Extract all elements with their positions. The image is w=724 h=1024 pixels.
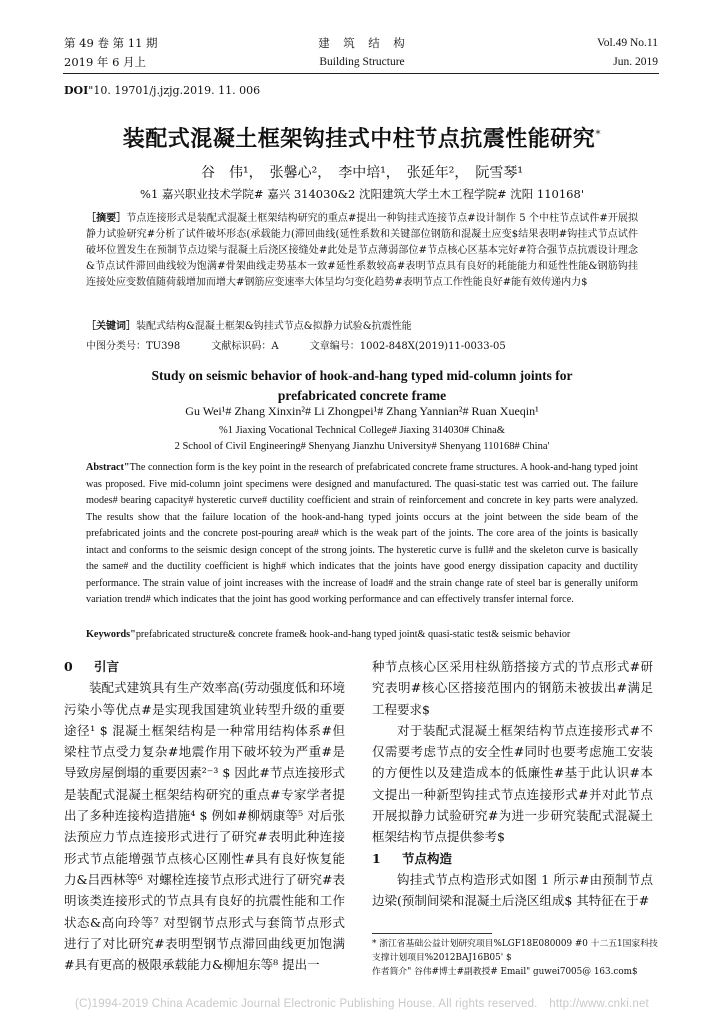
classification-line xyxy=(86,337,646,352)
article-number: 文章编号：1002-848X(2019)11-0033-05 xyxy=(309,341,506,352)
footnote-fund: * 浙江省基础公益计划研究项目%LGF18E080009 #0 十二五1国家科技支撑计划项目%2012BAJ16B05' $ xyxy=(372,939,658,963)
abstract-cn-text: 节点连接形式是装配式混凝土框架结构研究的重点#提出一种钩挂式连接节点#设计制作 5 个中柱节点试件#开展拟静力试验研究#分析了试件破坏形态(承载能力(滞回曲线(延性系数和关键部位钢筋和混凝土应变$结果表明#钩挂式节点试件破坏位置发生在预制节点边梁与混凝土后浇区接缝处#此处是节点薄弱部位#节点核心区基本完好#符合强节点抗震设计理念&节点试件滞回曲线较为饱满#骨架曲线走势基本一致#延性系数较高#表明节点具有良好的耗能能力和延性性能&钢筋钩挂连接处应变数值随荷载增加而增大#钢筋应变速率大体呈均匀变化趋势#表明节点工作性能良好#能有效传递内力$ xyxy=(86,213,639,288)
abstract-en xyxy=(86,460,638,609)
footnote xyxy=(372,937,662,979)
header-date-en: Jun. 2019 xyxy=(613,56,658,68)
header-volume-en: Vol.49 No.11 xyxy=(596,37,658,49)
footnote-author: 作者简介" 谷伟#博士#副教授# Email" guwei7005@ 163.com$ xyxy=(372,967,638,977)
section-1-title: 节点构造 xyxy=(402,850,453,866)
document-code: 文献标识码：A xyxy=(211,341,279,352)
affiliation-en-2: 2 School of Civil Engineering# Shenyang Jianzhu University# Shenyang 110168# China' xyxy=(174,441,550,452)
body-left-column xyxy=(64,656,345,975)
abstract-cn-label: ［摘要］ xyxy=(86,213,127,224)
doi-label: DOI xyxy=(64,84,89,97)
footnote-rule xyxy=(372,933,492,934)
keywords-en-label: Keywords" xyxy=(86,629,136,640)
abstract-en-text: The connection form is the key point in the research of prefabricated concrete frame structures. A hook-and-hang typed joint was proposed. Five mid-column joint specimens were designed and manufactured. The quasi-static test was carried out. The failure modes# bearing capacity# hysteretic curve# ductility coefficient and strain of reinforcement and concrete in key parts were analyzed. The results show that the failure location of the hook-and-hang typed joints occurs at the joint between the side beam of the prefabricated joints and the concrete post-pouring area# which is the weak part of the joints. The core area of the joints is basically intact and conforms to the seismic design concept of the strong joints. The hysteretic curve is full# and the skeleton curve is basically the same# and the ductility coefficient is high# which indicates that the joints have good energy dissipation capacity and ductility performance. The strain value of joint increases with the increase of load# and the strain change rate of steel bar is generally uniform variation trend# which indicates that the joint has good working performance and can effectively transfer internal force. xyxy=(86,462,638,605)
keywords-en-text: prefabricated structure& concrete frame& hook-and-hang typed joint& quasi-static test& seismic behavior xyxy=(135,629,571,640)
keywords-cn-text: 装配式结构&混凝土框架&钩挂式节点&拟静力试验&抗震性能 xyxy=(136,321,412,332)
doi-line xyxy=(64,84,260,97)
clc-number: 中图分类号：TU398 xyxy=(86,341,181,352)
keywords-cn xyxy=(86,319,638,335)
english-title xyxy=(80,366,644,406)
paper-title xyxy=(40,122,684,153)
header-journal-en: Building Structure xyxy=(319,56,405,68)
header-volume-issue: 第 49 卷 第 11 期 xyxy=(64,36,158,50)
header-journal-cn: 建 筑 结 构 xyxy=(318,36,406,50)
header-rule xyxy=(63,73,659,74)
intro-paragraph-1: 装配式建筑具有生产效率高(劳动强度低和环境污染小等优点#是实现我国建筑业转型升级的重要途径¹ $ 混凝土框架结构是一种常用结构体系#但梁柱节点受力复杂#地震作用下破坏较为严重#是导致房屋倒塌的重要因素²⁻³ $ 因此#节点连接形式是装配式混凝土框架结构研究的重点#专家学者提出了多种连接构造措施⁴ $ 例如#柳炳康等⁵ 对后张法预应力节点连接形式进行了研究#表明此种连接形式节点能增强节点核心区刚性#具有良好恢复能力&吕西林等⁶ 对螺栓连接节点形式进行了研究#表明该类连接形式的节点具有良好的抗震性能和工作状态&高向玲等⁷ 对型钢节点形式与套筒节点形式进行了对比研究#表明型钢节点滞回曲线更加饱满#具有更高的极限承载能力&柳旭东等⁸ 提出一 xyxy=(64,680,345,973)
affiliation-cn: %1 嘉兴职业技术学院# 嘉兴 314030&2 沈阳建筑大学土木工程学院# 沈阳 110168' xyxy=(140,187,584,201)
intro-paragraph-2: 对于装配式混凝土框架结构节点连接形式#不仅需要考虑节点的安全性#同时也要考虑施工安装的方便性以及建造成本的低廉性#基于此认识#本文提出一种新型钩挂式节点连接形式#并对此节点开展拟静力试验研究#为进一步研究装配式混凝土框架结构节点提供参考$ xyxy=(372,722,653,845)
keywords-en xyxy=(86,627,638,644)
abstract-cn xyxy=(86,211,638,291)
abstract-en-label: Abstract" xyxy=(86,462,130,473)
body-right-column xyxy=(372,656,653,912)
keywords-cn-label: ［关键词］ xyxy=(86,321,136,332)
copyright-watermark: (C)1994-2019 China Academic Journal Electronic Publishing House. All rights reserved. http://www.cnki.net xyxy=(75,998,649,1010)
section-0-title: 引言 xyxy=(94,659,120,674)
header-date: 2019 年 6 月上 xyxy=(64,55,147,69)
intro-paragraph-1-continued: 种节点核心区采用柱纵筋搭接方式的节点形式#研究表明#核心区搭接范围内的钢筋未被拔出#满足工程要求$ xyxy=(372,659,653,717)
authors-en: Gu Wei¹# Zhang Xinxin²# Li Zhongpei¹# Zhang Yannian²# Ruan Xueqin¹ xyxy=(185,404,539,418)
authors-cn: 谷 伟¹， 张馨心²， 李中培¹， 张延年²， 阮雪琴¹ xyxy=(200,165,524,181)
doi-value: "10. 19701/j.jzjg.2019. 11. 006 xyxy=(88,84,261,97)
section-1-paragraph-1: 钩挂式节点构造形式如图 1 所示#由预制节点边梁(预制间梁和混凝土后浇区组成$ 其特征在于# xyxy=(372,871,653,909)
section-0-heading xyxy=(64,656,345,677)
section-1-number: 1 xyxy=(372,850,381,866)
english-title-line-1: Study on seismic behavior of hook-and-hang typed mid-column joints for xyxy=(151,368,573,383)
english-title-line-2: prefabricated concrete frame xyxy=(277,388,447,403)
affiliation-en-1: %1 Jiaxing Vocational Technical College# Jiaxing 314030# China& xyxy=(219,425,505,436)
title-footnote-mark: * xyxy=(595,127,602,141)
paper-title-text: 装配式混凝土框架钩挂式中柱节点抗震性能研究 xyxy=(122,127,596,152)
section-1-heading xyxy=(372,848,653,869)
section-0-number: 0 xyxy=(64,659,73,674)
